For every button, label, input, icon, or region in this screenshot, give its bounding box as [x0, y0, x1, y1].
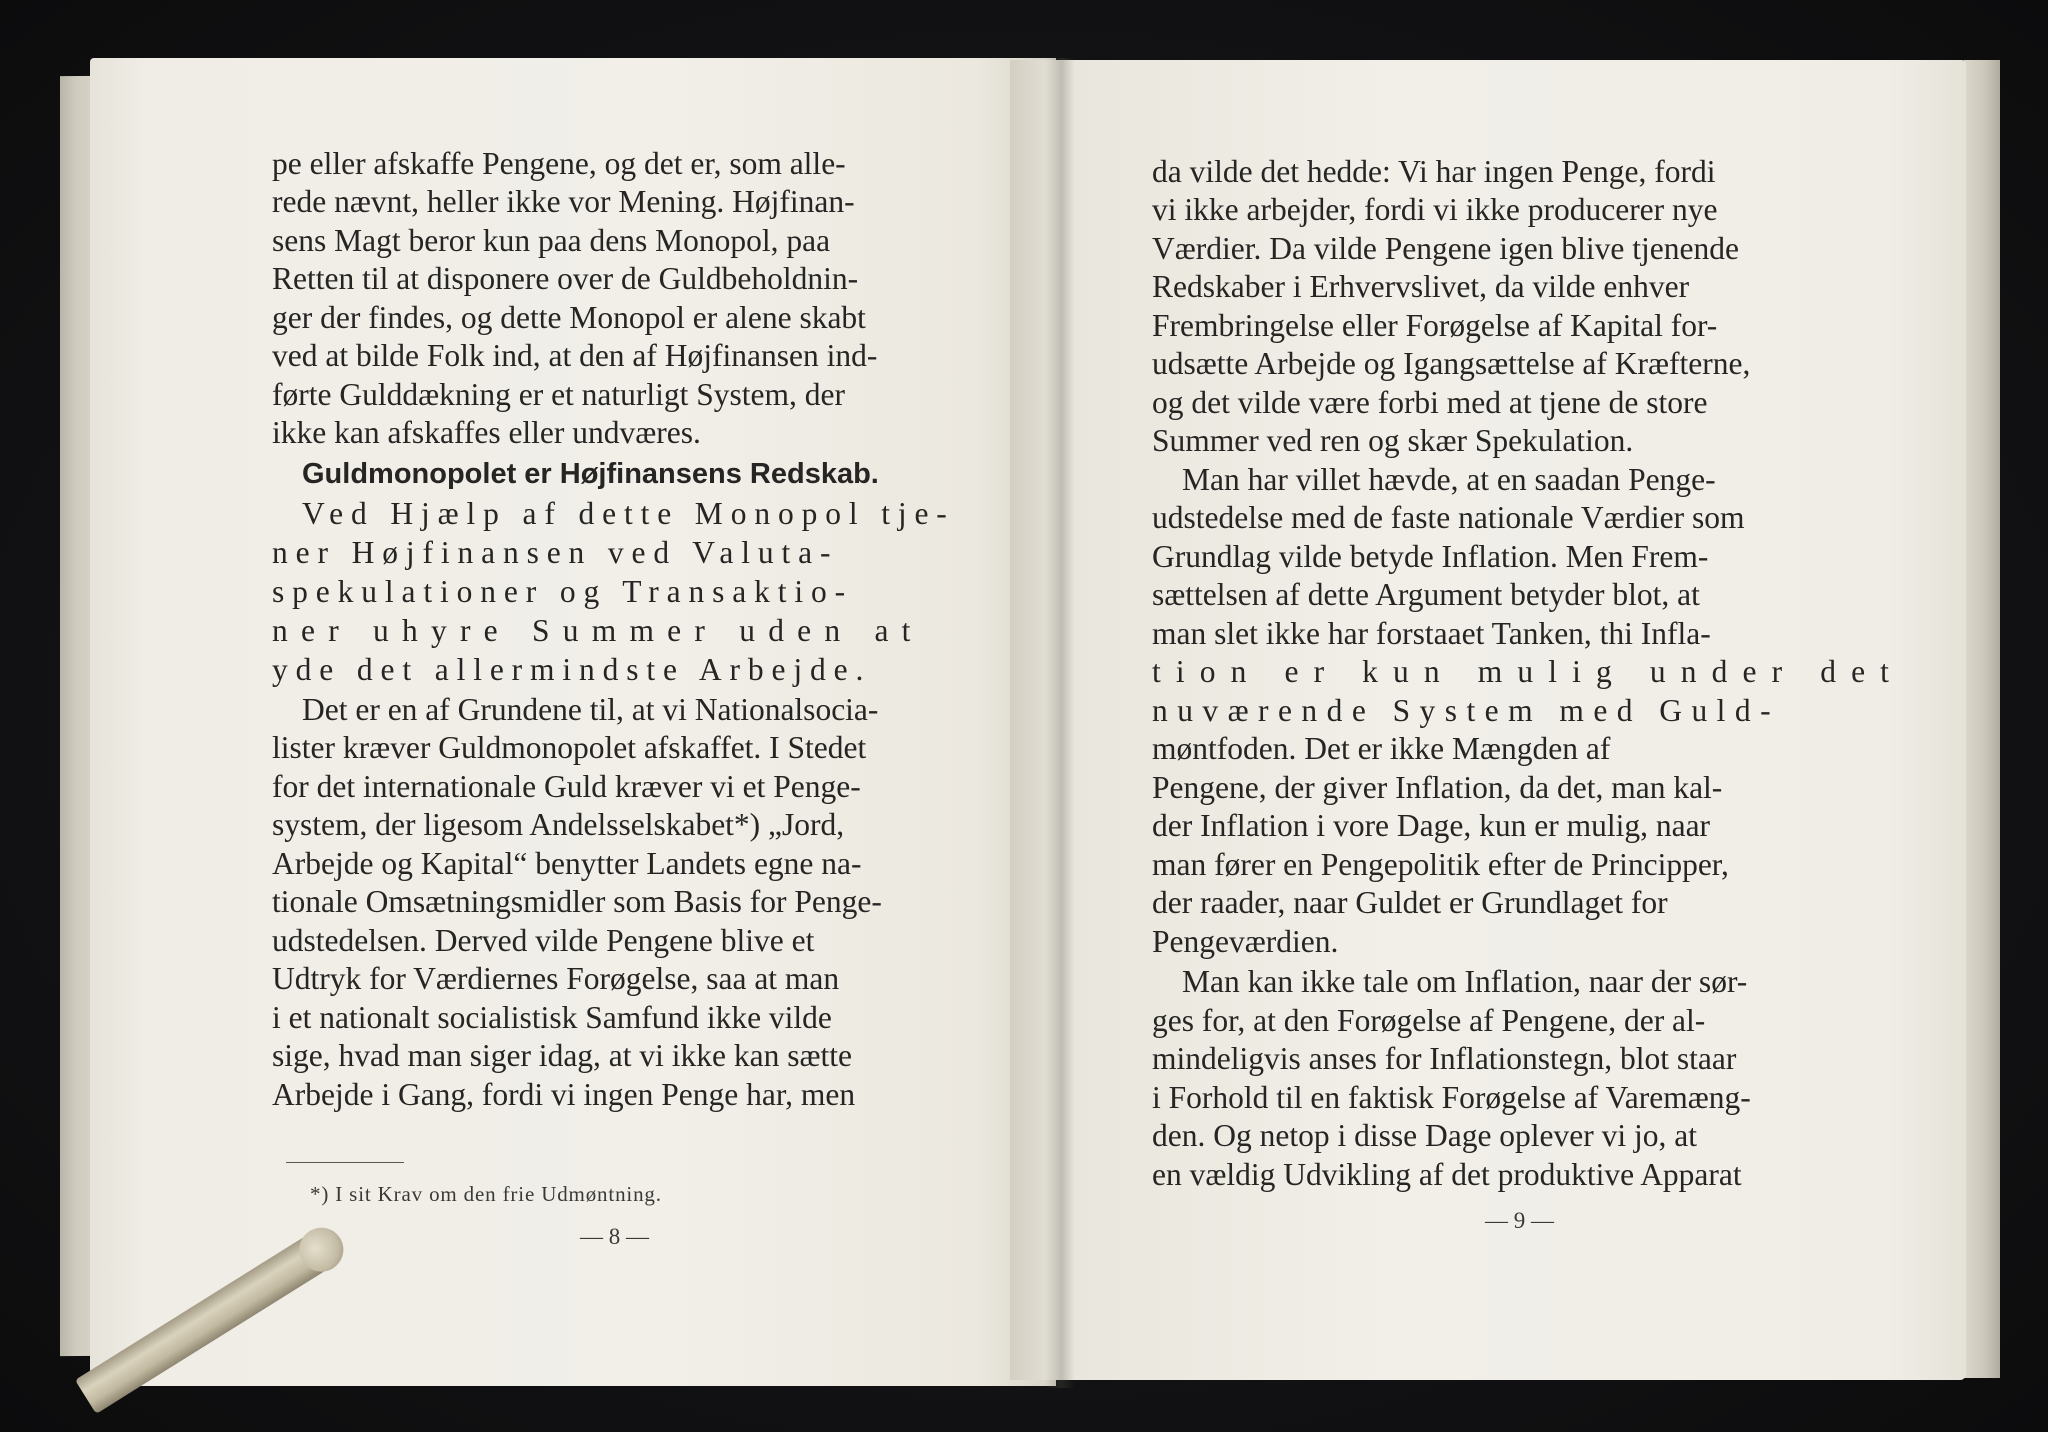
- left-page: [90, 58, 1056, 1386]
- text-line: der Inflation i vore Dage, kun er mulig, naar: [1152, 808, 1711, 843]
- text-line: lister kræver Guldmonopolet afskaffet. I Stedet: [272, 730, 867, 765]
- text-line: den. Og netop i disse Dage oplever vi jo, at: [1152, 1118, 1697, 1153]
- text-line: pe eller afskaffe Pengene, og det er, som alle-: [272, 146, 846, 181]
- text-line: Redskaber i Erhvervslivet, da vilde enhver: [1152, 269, 1690, 304]
- text-line: møntfoden. Det er ikke Mængden af: [1152, 731, 1611, 766]
- emphasized-line: ner uhyre Summer uden at: [272, 613, 924, 648]
- text-line: Udtryk for Værdiernes Forøgelse, saa at man: [272, 961, 840, 996]
- emphasized-line: tion er kun mulig under det: [1152, 654, 1905, 689]
- text-line: en vældig Udvikling af det produktive Apparat: [1152, 1157, 1742, 1192]
- footnote: *) I sit Krav om den frie Udmøntning.: [310, 1182, 662, 1206]
- text-line: vi ikke arbejder, fordi vi ikke producerer nye: [1152, 192, 1718, 227]
- text-line: der raader, naar Guldet er Grundlaget for: [1152, 885, 1668, 920]
- text-line: Frembringelse eller Forøgelse af Kapital for-: [1152, 308, 1718, 343]
- open-booklet: [60, 58, 2000, 1394]
- emphasized-line: ner Højfinansen ved Valuta-: [272, 535, 839, 570]
- text-line: ger der findes, og dette Monopol er alene skabt: [272, 300, 866, 335]
- page-number: — 8 —: [580, 1224, 649, 1249]
- page-number: — 9 —: [1485, 1208, 1554, 1233]
- text-line: ikke kan afskaffes eller undværes.: [272, 415, 701, 450]
- text-line: sens Magt beror kun paa dens Monopol, paa: [272, 223, 831, 258]
- emphasized-line: spekulationer og Transaktio-: [272, 574, 853, 609]
- text-line: førte Gulddækning er et naturligt System, der: [272, 377, 846, 412]
- text-line: Arbejde og Kapital“ benytter Landets egne na-: [272, 846, 862, 881]
- text-line: udstedelse med de faste nationale Værdier som: [1152, 500, 1745, 535]
- text-line: sige, hvad man siger idag, at vi ikke kan sætte: [272, 1038, 852, 1073]
- text-line: Pengene, der giver Inflation, da det, man kal-: [1152, 770, 1723, 805]
- text-line: mindeligvis anses for Inflationstegn, blot staar: [1152, 1041, 1737, 1076]
- text-line: for det internationale Guld kræver vi et Penge-: [272, 769, 861, 804]
- section-heading: Guldmonopolet er Højfinansens Redskab.: [302, 458, 879, 490]
- text-line: Grundlag vilde betyde Inflation. Men Frem-: [1152, 539, 1709, 574]
- text-line: sættelsen af dette Argument betyder blot, at: [1152, 577, 1700, 612]
- text-line: da vilde det hedde: Vi har ingen Penge, fordi: [1152, 154, 1716, 189]
- right-page: [1010, 60, 1966, 1380]
- text-line: system, der ligesom Andelsselskabet*) „Jord,: [272, 807, 845, 842]
- right-page-stack: [1964, 60, 2000, 1378]
- text-line: ved at bilde Folk ind, at den af Højfinansen ind-: [272, 338, 878, 373]
- text-line: Det er en af Grundene til, at vi Nationalsocia-: [302, 692, 879, 727]
- text-line: tionale Omsætningsmidler som Basis for Penge-: [272, 884, 882, 919]
- text-line: i et nationalt socialistisk Samfund ikke vilde: [272, 1000, 832, 1035]
- text-line: udsætte Arbejde og Igangsættelse af Kræfterne,: [1152, 346, 1751, 381]
- text-line: ges for, at den Forøgelse af Pengene, der al-: [1152, 1003, 1706, 1038]
- text-line: udstedelsen. Derved vilde Pengene blive et: [272, 923, 815, 958]
- text-line: Man kan ikke tale om Inflation, naar der sør-: [1182, 964, 1748, 999]
- emphasized-line: Ved Hjælp af dette Monopol tje-: [302, 496, 955, 531]
- text-line: man slet ikke har forstaaet Tanken, thi Infla-: [1152, 616, 1711, 651]
- text-line: Værdier. Da vilde Pengene igen blive tjenende: [1152, 231, 1739, 266]
- text-line: man fører en Pengepolitik efter de Principper,: [1152, 847, 1729, 882]
- footnote-divider: [286, 1162, 404, 1163]
- book-gutter: [1045, 58, 1075, 1388]
- emphasized-line: nuværende System med Guld-: [1152, 693, 1781, 728]
- text-line: Retten til at disponere over de Guldbeholdnin-: [272, 261, 859, 296]
- text-line: Summer ved ren og skær Spekulation.: [1152, 423, 1634, 458]
- text-line: rede nævnt, heller ikke vor Mening. Højfinan-: [272, 184, 855, 219]
- text-line: Pengeværdien.: [1152, 924, 1339, 959]
- text-line: Arbejde i Gang, fordi vi ingen Penge har, men: [272, 1077, 856, 1112]
- text-line: i Forhold til en faktisk Forøgelse af Varemæng-: [1152, 1080, 1751, 1115]
- emphasized-line: yde det allermindste Arbejde.: [272, 652, 872, 687]
- text-line: og det vilde være forbi med at tjene de store: [1152, 385, 1708, 420]
- text-line: Man har villet hævde, at en saadan Penge-: [1182, 462, 1716, 497]
